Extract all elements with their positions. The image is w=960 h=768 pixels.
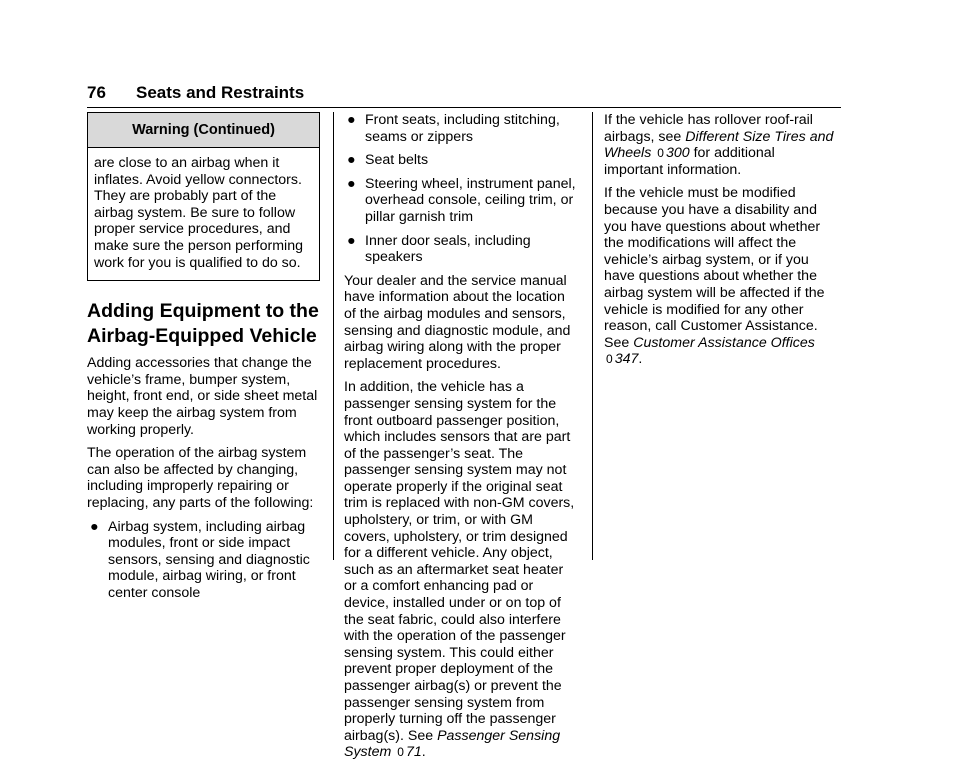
section-heading-line-1: Adding Equipment to the [87, 300, 319, 323]
bullet-icon: ● [90, 518, 99, 535]
page-reference-icon: 0 [657, 146, 664, 161]
paragraph-rollover [604, 112, 837, 178]
column-divider [592, 112, 593, 560]
paragraph-text: In addition, the vehicle has a passenger sensing system for the front outboard passenger position, which includes sensors that are part of the passenger’s seat. The passenger sensing system may not operate properly if the original seat trim is replaced with non-GM covers, upholstery, or trim, or with GM covers, upholstery, or trim designed for a different vehicle. Any object, such as an aftermarket seat heater or a comfort enhancing pad or device, installed under or on top of the seat fabric, could also interfere with the operation of the passenger sensing system. This could either prevent proper deployment of the passenger airbag(s) or prevent the passenger sensing system from properly turning off the passenger airbag(s). See [344, 379, 575, 744]
column-1 [87, 112, 320, 608]
list-item [344, 112, 577, 145]
bullet-list [87, 519, 320, 602]
section-heading-line-2: Airbag-Equipped Vehicle [87, 325, 317, 348]
paragraph-passenger-sensing: In addition, the vehicle has a passenger sensing system for the front outboard passenger position, which includes sensors that are part of the passenger’s seat. The passenger sensing system may not operate properly if the original seat trim is replaced with non-GM covers, upholstery, or trim, or with GM covers, upholstery, or trim designed for a different vehicle. Any object, such as an aftermarket seat heater or a comfort enhancing pad or device, installed under or on top of the seat fabric, could also interfere with the operation of the passenger sensing system. This could either prevent proper deployment of the passenger airbag(s) or prevent the passenger sensing system from properly turning off the passenger airbag(s). See Passenger Sensing System 0 71. [344, 379, 575, 761]
list-item [344, 233, 577, 266]
page-reference-number[interactable]: 71 [405, 744, 422, 761]
paragraph: The operation of the airbag system can also be affected by changing, including improperly repairing or replacing, any parts of the following: [87, 445, 314, 511]
cross-reference-link[interactable]: Customer Assistance Offices [633, 334, 815, 351]
bullet-icon: ● [347, 152, 356, 169]
column-3 [604, 112, 837, 375]
page-reference-icon: 0 [606, 352, 613, 367]
section-heading [87, 299, 320, 349]
cross-reference-link[interactable]: Passenger Sensing System [344, 727, 561, 761]
bullet-icon: ● [347, 175, 356, 192]
paragraph: Adding accessories that change the vehicle’s frame, bumper system, height, front end, or side sheet metal may keep the airbag system from working properly. [87, 355, 318, 438]
bullet-list [344, 112, 577, 266]
section-title: Seats and Restraints [136, 83, 305, 102]
page-reference-number[interactable]: 300 [665, 145, 690, 162]
paragraph-modified-vehicle: If the vehicle must be modified because you have a disability and you have questions about whether the modifications will affect the vehicle’s airbag system, or if you have questions about whether the airbag system will be affected if the vehicle is modified for any other reason, call Customer Assistance. See Customer Assistance Offices 0 347. [604, 185, 825, 368]
list-item [344, 152, 577, 169]
list-item [87, 519, 320, 602]
paragraph-text: If the vehicle must be modified because you have a disability and you have questions about whether the modifications will affect the vehicle’s airbag system, or if you have questions about whether the airbag system will be affected if the vehicle is modified for any other reason, call Customer Assistance. See [604, 185, 825, 351]
cross-reference-link[interactable]: Different Size Tires and Wheels [604, 128, 834, 162]
list-item-text: Front seats, including stitching, seams or zippers [365, 112, 560, 145]
warning-body: are close to an airbag when it inflates. Avoid yellow connectors. They are probably part of the airbag system. Be sure to follow proper service procedures, and make sure the person performing work for you is qualified to do so. [94, 155, 303, 271]
page-reference-icon: 0 [397, 745, 404, 760]
column-divider [333, 112, 334, 560]
bullet-icon: ● [347, 232, 356, 249]
list-item-text: Inner door seals, including speakers [365, 232, 531, 266]
warning-box [87, 112, 320, 281]
list-item-text: Steering wheel, instrument panel, overhead console, ceiling trim, or pillar garnish trim [365, 175, 576, 225]
paragraph-text: If the vehicle has rollover roof-rail airbags, see [604, 112, 813, 145]
bullet-icon: ● [347, 112, 356, 128]
paragraph: Your dealer and the service manual have information about the location of the airbag modules and sensors, sensing and diagnostic module, and airbag wiring along with the proper replacement procedures. [344, 272, 571, 372]
paragraph-text: for additional important information. [604, 145, 775, 178]
page-reference-number[interactable]: 347 [614, 351, 639, 368]
page-number: 76 [87, 83, 106, 102]
warning-title: Warning (Continued) [88, 113, 319, 148]
list-item-text: Airbag system, including airbag modules, front or side impact sensors, sensing and diagnostic module, airbag wiring, or front center console [108, 518, 310, 601]
column-2 [344, 112, 577, 768]
page-header [87, 80, 841, 108]
list-item-text: Seat belts [365, 152, 429, 169]
list-item [344, 176, 577, 226]
